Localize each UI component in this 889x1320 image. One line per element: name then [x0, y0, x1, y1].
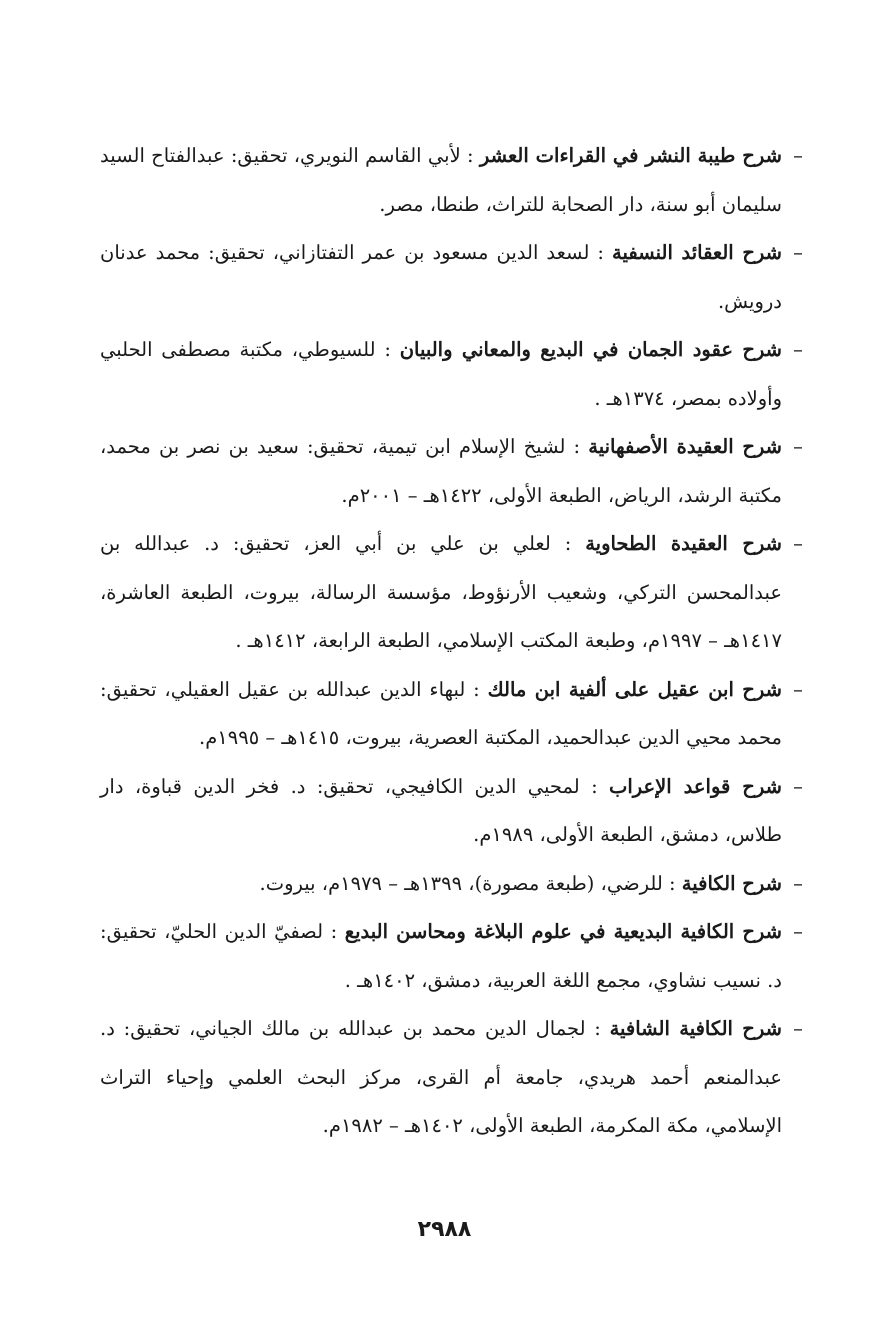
entry-details: لشيخ الإسلام ابن تيمية، تحقيق: سعيد بن نصر بن محمد، مكتبة الرشد، الرياض، الطبعة الأولى، ١٤٢٢هـ – ٢٠٠١م.: [100, 435, 782, 507]
entry-separator: :: [565, 435, 589, 458]
entry-dash: –: [793, 774, 803, 798]
entry-title: شرح قواعد الإعراب: [609, 774, 782, 798]
entry-title: شرح عقود الجمان في البديع والمعاني والبيان: [399, 338, 783, 361]
entry-title: شرح العقائد النسفية: [612, 241, 782, 264]
page-number: ٢٩٨٨: [417, 1217, 472, 1242]
entry-title: شرح الكافية: [681, 871, 782, 895]
entry-details: لأبي القاسم النويري، تحقيق: عبدالفتاح السيد سليمان أبو سنة، دار الصحابة للتراث، طنطا، مصر.: [100, 144, 782, 216]
entry-details: لبهاء الدين عبدالله بن عقيل العقيلي، تحقيق: محمد محيي الدين عبدالحميد، المكتبة العصرية، بيروت، ١٤١٥هـ – ١٩٩٥م.: [100, 677, 782, 749]
entry-title: شرح طيبة النشر في القراءات العشر: [479, 144, 782, 167]
entry-separator: :: [589, 241, 613, 264]
bibliography-entry: [100, 763, 808, 860]
entry-details: للسيوطي، مكتبة مصطفى الحلبي وأولاده بمصر، ١٣٧٤هـ .: [100, 338, 782, 410]
entry-dash: –: [793, 920, 803, 943]
bibliography-entry: [100, 666, 808, 763]
entry-dash: –: [793, 1017, 803, 1040]
entry-dash: –: [793, 871, 803, 895]
entry-dash: –: [793, 338, 803, 361]
entry-details: لعلي بن علي بن أبي العز، تحقيق: د. عبدالله بن عبدالمحسن التركي، وشعيب الأرنؤوط، مؤسسة الرسالة، بيروت، الطبعة العاشرة، ١٤١٧هـ – ١٩٩٧م، وطبعة المكتب الإسلامي، الطبعة الرابعة، ١٤١٢هـ .: [100, 532, 782, 652]
entry-dash: –: [793, 144, 803, 167]
bibliography-entry: [100, 520, 808, 666]
bibliography-list: [100, 132, 808, 1151]
entry-separator: :: [579, 774, 610, 798]
bibliography-entry: [100, 908, 808, 1005]
entry-dash: –: [793, 677, 803, 701]
entry-title: شرح العقيدة الأصفهانية: [588, 435, 783, 458]
bibliography-entry: [100, 860, 808, 909]
entry-title: شرح ابن عقيل على ألفية ابن مالك: [487, 677, 782, 701]
entry-title: شرح الكافية الشافية: [609, 1017, 782, 1040]
bibliography-entry: [100, 132, 808, 229]
bibliography-entry: [100, 229, 808, 326]
entry-details: لسعد الدين مسعود بن عمر التفتازاني، تحقيق: محمد عدنان درويش.: [100, 241, 782, 313]
entry-title: شرح العقيدة الطحاوية: [585, 532, 783, 555]
entry-separator: :: [375, 338, 400, 361]
entry-dash: –: [793, 241, 803, 264]
entry-title: شرح الكافية البديعية في علوم البلاغة ومحاسن البديع: [344, 920, 783, 943]
entry-separator: :: [662, 871, 682, 895]
entry-separator: :: [465, 677, 488, 701]
bibliography-entry: [100, 326, 808, 423]
entry-separator: :: [323, 920, 345, 943]
entry-separator: :: [585, 1017, 610, 1040]
entry-details: لصفيّ الدين الحليّ، تحقيق: د. نسيب نشاوي، مجمع اللغة العربية، دمشق، ١٤٠٢هـ .: [100, 920, 782, 992]
entry-separator: :: [460, 144, 480, 167]
entry-separator: :: [550, 532, 586, 555]
entry-details: لمحيي الدين الكافيجي، تحقيق: د. فخر الدين قباوة، دار طلاس، دمشق، الطبعة الأولى، ١٩٨٩م.: [100, 774, 782, 846]
entry-dash: –: [793, 532, 803, 555]
entry-details: لجمال الدين محمد بن عبدالله بن مالك الجياني، تحقيق: د. عبدالمنعم أحمد هريدي، جامعة أم القرى، مركز البحث العلمي وإحياء التراث الإسلامي، مكة المكرمة، الطبعة الأولى، ١٤٠٢هـ – ١٩٨٢م.: [100, 1017, 782, 1137]
entry-dash: –: [793, 435, 803, 458]
entry-details: للرضي، (طبعة مصورة)، ١٣٩٩هـ – ١٩٧٩م، بيروت.: [259, 871, 663, 895]
bibliography-entry: [100, 423, 808, 520]
bibliography-entry: [100, 1005, 808, 1151]
